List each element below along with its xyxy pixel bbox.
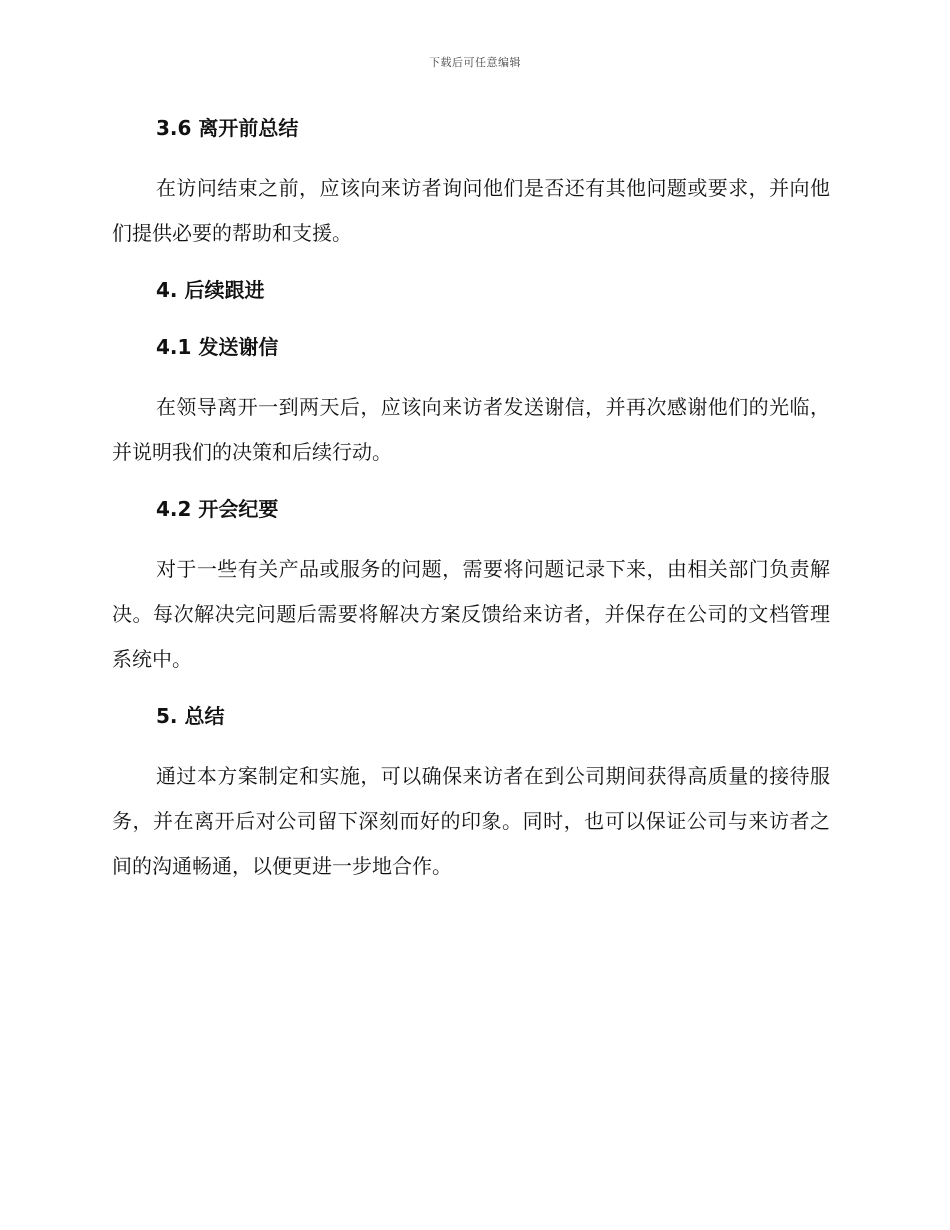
section-paragraph-3-6: 在访问结束之前，应该向来访者询问他们是否还有其他问题或要求，并向他们提供必要的帮助和支援。 [112,176,830,245]
section-heading-4-2: 4.2 开会纪要 [156,497,279,521]
page-header: 下载后可任意编辑 [429,56,521,69]
section-paragraph-5: 通过本方案制定和实施，可以确保来访者在到公司期间获得高质量的接待服务，并在离开后对公司留下深刻而好的印象。同时，也可以保证公司与来访者之间的沟通畅通，以便更进一步地合作。 [112,764,830,878]
section-heading-5: 5. 总结 [156,704,225,728]
section-heading-4-1: 4.1 发送谢信 [156,335,279,359]
section-heading-4: 4. 后续跟进 [156,278,265,302]
section-paragraph-4-1: 在领导离开一到两天后，应该向来访者发送谢信，并再次感谢他们的光临，并说明我们的决策和后续行动。 [112,395,830,464]
section-heading-3-6: 3.6 离开前总结 [156,116,299,140]
document-body [112,112,830,889]
section-paragraph-4-2: 对于一些有关产品或服务的问题，需要将问题记录下来，由相关部门负责解决。每次解决完问题后需要将解决方案反馈给来访者，并保存在公司的文档管理系统中。 [112,557,830,671]
